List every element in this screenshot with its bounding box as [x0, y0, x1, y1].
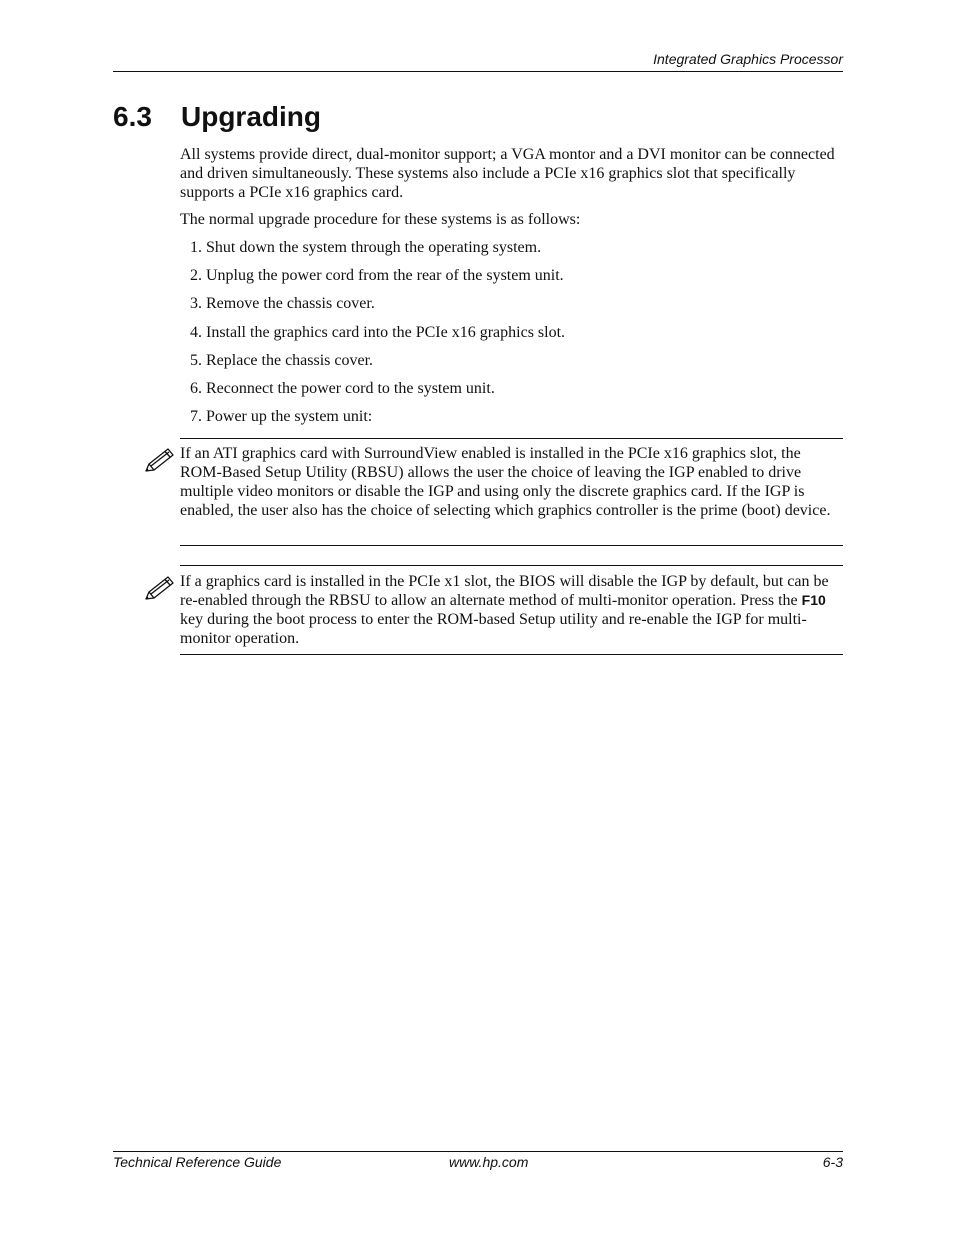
note-text	[180, 572, 842, 648]
procedure-intro: The normal upgrade procedure for these systems is as follows:	[180, 211, 581, 228]
list-item: 5. Replace the chassis cover.	[190, 352, 374, 369]
note-top-rule	[180, 438, 843, 439]
list-item: 6. Reconnect the power cord to the system unit.	[190, 380, 495, 397]
list-item: 2. Unplug the power cord from the rear of the system unit.	[190, 267, 564, 284]
pencil-note-icon	[142, 446, 176, 476]
list-item: 4. Install the graphics card into the PCIe x16 graphics slot.	[190, 324, 566, 341]
pencil-note-icon	[142, 574, 176, 604]
section-number: 6.3	[113, 101, 152, 132]
footer-website: www.hp.com	[449, 1154, 529, 1170]
note-top-rule	[180, 565, 843, 566]
footer-page-number: 6-3	[822, 1154, 843, 1170]
intro-paragraph: All systems provide direct, dual-monitor support; a VGA montor and a DVI monitor can be connected and driven simultaneously. These systems also include a PCIe x16 graphics slot that specifically supports a PCIe x16 graphics card.	[180, 146, 835, 201]
section-heading	[113, 98, 321, 136]
note-bottom-rule	[180, 654, 843, 655]
header-rule	[113, 71, 843, 72]
note-text-before-key: If a graphics card is installed in the PCIe x1 slot, the BIOS will disable the IGP by default, but can be re-enabled through the RBSU to allow an alternate method of multi-monitor operation. Press the	[180, 573, 829, 609]
keyboard-key-label: F10	[801, 592, 826, 608]
list-item: 7. Power up the system unit:	[190, 408, 373, 425]
note-bottom-rule	[180, 545, 843, 546]
section-title: Upgrading	[181, 101, 321, 132]
list-item: 1. Shut down the system through the operating system.	[190, 239, 542, 256]
footer-rule	[113, 1151, 843, 1152]
note-text: If an ATI graphics card with SurroundView enabled is installed in the PCIe x16 graphics slot, the ROM-Based Setup Utility (RBSU) allows the user the choice of leaving the IGP enabled to drive multiple video monitors or disable the IGP and using only the discrete graphics card. If the IGP is enabled, the user also has the choice of selecting which graphics controller is the prime (boot) device.	[180, 445, 831, 519]
footer-doc-title: Technical Reference Guide	[113, 1154, 282, 1170]
list-item: 3. Remove the chassis cover.	[190, 295, 375, 312]
note-text-after-key: key during the boot process to enter the ROM-based Setup utility and re-enable the IGP for multi-monitor operation.	[180, 611, 807, 647]
running-header: Integrated Graphics Processor	[653, 51, 843, 67]
